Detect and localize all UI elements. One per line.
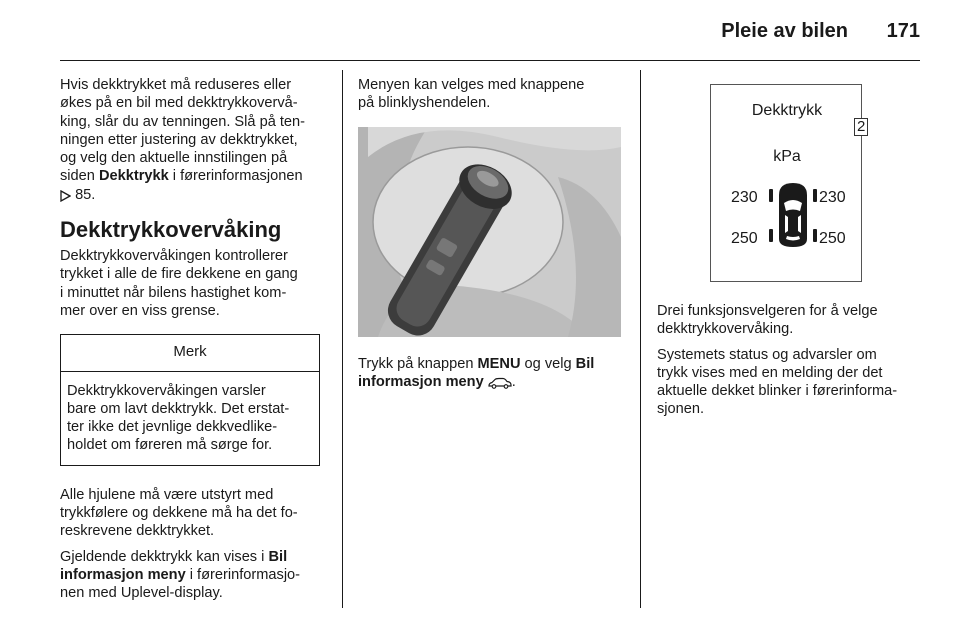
pressure-front-right: 230	[819, 189, 846, 206]
column-3	[657, 302, 922, 426]
note-box	[60, 334, 320, 465]
car-icon	[488, 376, 512, 394]
running-header-title: Pleie av bilen	[721, 20, 848, 42]
photo-caption: Trykk på knappen MENU og velg Bil informasjon meny .	[358, 355, 623, 395]
note-title: Merk	[61, 335, 319, 371]
pressure-rear-right: 250	[819, 230, 846, 247]
pressure-rear-left: 250	[731, 230, 758, 247]
note-body: Dekktrykkovervåkingen varsler bare om lavt dekktrykk. Det erstat- ter ikke det jevnlige dekkvedlike- holdet om føreren må sørge for.	[67, 382, 290, 454]
car-topview-icon	[769, 181, 817, 249]
intro-paragraph: Hvis dekktrykket må reduseres eller økes på en bil med dekktrykkovervå- king, slår du av tenningen. Slå på ten- ningen etter justering av dekktrykket, og velg den aktuelle innstilingen på siden Dekktrykk i førerinformasjonen 85.	[60, 76, 330, 207]
setting-name-dekktrykk: Dekktrykk	[98, 168, 169, 185]
tire-pressure-display	[710, 84, 862, 282]
sensor-paragraph: Alle hjulene må være utstyrt med trykkfølere og dekkene må ha det fo- reskrevene dekktrykket.	[60, 486, 298, 540]
pressure-front-left: 230	[731, 189, 758, 206]
menu-button-label: MENU	[477, 355, 521, 372]
display-unit: kPa	[773, 148, 801, 165]
header-rule	[60, 60, 920, 61]
display-paragraph: Gjeldende dekktrykk kan vises i Bil informasjon meny i førerinformasjo- nen med Uplevel-display.	[60, 548, 301, 602]
display-title: Dekktrykk	[751, 102, 823, 119]
column-1	[60, 76, 330, 610]
menu-paragraph: Menyen kan velges med knappene på blinklyshendelen.	[358, 77, 585, 112]
status-paragraph: Systemets status og advarsler om trykk vises med en melding der det aktuelle dekket blinker i førerinforma- sjonen.	[657, 346, 898, 418]
column-2	[358, 76, 623, 401]
turn-signal-stalk-photo	[358, 127, 621, 337]
page-reference-arrow-icon	[60, 189, 71, 207]
display-page-indicator: 2	[854, 118, 868, 136]
monitoring-paragraph: Dekktrykkovervåkingen kontrollerer trykket i alle de fire dekkene en gang i minuttet når bilens hastighet kom- mer over en viss grense.	[60, 248, 298, 319]
selector-paragraph: Drei funksjonsvelgeren for å velge dekktrykkovervåking.	[657, 303, 878, 338]
page-reference-link[interactable]: 85.	[75, 186, 96, 203]
section-heading: Dekktrykkovervåking	[60, 217, 282, 243]
column-divider-2	[640, 70, 641, 608]
page-number: 171	[886, 20, 920, 42]
column-divider-1	[342, 70, 343, 608]
